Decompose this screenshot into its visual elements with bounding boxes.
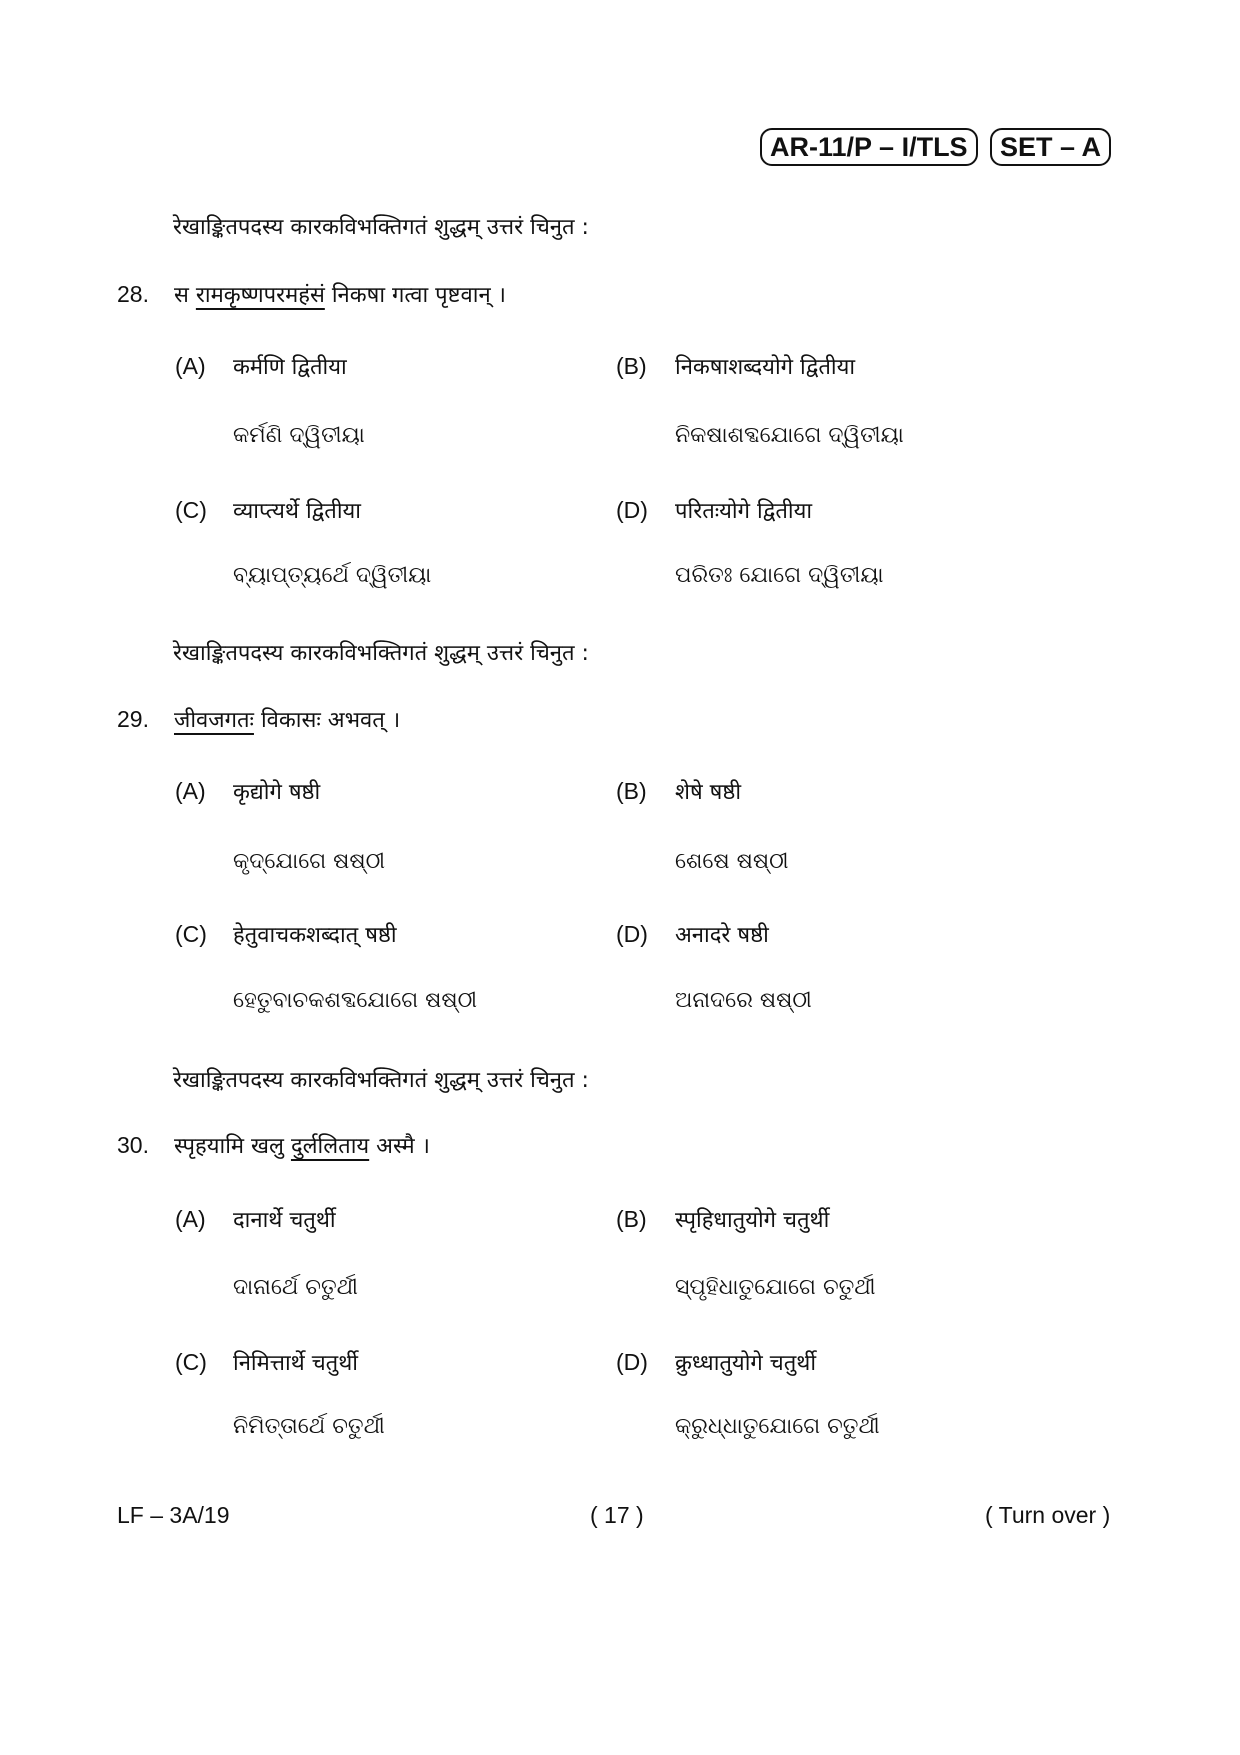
option-label: (C) xyxy=(175,921,207,947)
option-sanskrit: अनादरे षष्ठी xyxy=(675,923,769,948)
option-label: (A) xyxy=(175,353,206,379)
instruction: रेखाङ्कितपदस्य कारकविभक्तिगतं शुद्धम् उत्तरं चिनुत : xyxy=(173,215,589,240)
option-label: (D) xyxy=(616,1349,648,1375)
option-sanskrit: स्पृहिधातुयोगे चतुर्थी xyxy=(675,1208,830,1233)
turn-over-note: ( Turn over ) xyxy=(985,1502,1111,1528)
option-sanskrit: निमित्तार्थे चतुर्थी xyxy=(233,1351,358,1376)
question-text xyxy=(174,704,400,734)
instruction: रेखाङ्कितपदस्य कारकविभक्तिगतं शुद्धम् उत्तरं चिनुत : xyxy=(173,641,589,666)
paper-code-box xyxy=(760,128,978,166)
underlined-word: जीवजगतः xyxy=(174,708,254,733)
paper-code: AR-11/P – I/TLS xyxy=(770,132,968,162)
question-text xyxy=(174,279,506,309)
question-text-part: स्पृहयामि खलु xyxy=(174,1134,291,1159)
option-sanskrit: निकषाशब्दयोगे द्वितीया xyxy=(675,355,856,380)
option-label: (C) xyxy=(175,1349,207,1375)
option-sanskrit: दानार्थे चतुर्थी xyxy=(233,1208,336,1233)
option-oriya: ଅନାଦରେ ଷଷ୍ଠୀ xyxy=(675,988,812,1013)
question-text-part: स xyxy=(174,283,196,308)
option-label: (C) xyxy=(175,497,207,523)
option-label: (A) xyxy=(175,1206,206,1232)
option-sanskrit: परितःयोगे द्वितीया xyxy=(675,499,813,524)
option-oriya: ନିକଷାଶବ୍ଦଯୋଗେ ଦ୍ୱିତୀୟା xyxy=(675,423,904,448)
option-oriya: ଦାନାର୍ଥେ ଚତୁର୍ଥୀ xyxy=(233,1275,358,1300)
option-oriya: କୃଦ୍‌ଯୋଗେ ଷଷ୍ଠୀ xyxy=(233,849,386,874)
option-oriya: ବ୍ୟାପ୍ତ୍ୟର୍ଥେ ଦ୍ୱିତୀୟା xyxy=(233,563,432,588)
question-number: 29. xyxy=(117,706,149,732)
option-sanskrit: शेषे षष्ठी xyxy=(675,780,742,805)
option-oriya: ସ୍ପୃହିଧାତୁଯୋଗେ ଚତୁର୍ଥୀ xyxy=(675,1275,876,1300)
underlined-word: दुर्ललिताय xyxy=(290,1134,370,1159)
option-sanskrit: क्रुध्धातुयोगे चतुर्थी xyxy=(675,1351,817,1376)
question-number: 28. xyxy=(117,281,149,307)
option-oriya: କ୍ରୁଧ୍‌ଧାତୁଯୋଗେ ଚତୁର୍ଥୀ xyxy=(675,1414,880,1439)
option-sanskrit: व्याप्त्यर्थे द्वितीया xyxy=(233,499,361,524)
option-label: (B) xyxy=(616,353,647,379)
option-sanskrit: हेतुवाचकशब्दात् षष्ठी xyxy=(233,923,397,948)
option-sanskrit: कर्मणि द्वितीया xyxy=(233,355,347,380)
instruction: रेखाङ्कितपदस्य कारकविभक्तिगतं शुद्धम् उत्तरं चिनुत : xyxy=(173,1068,589,1093)
question-text-part: निकषा गत्वा पृष्टवान् । xyxy=(324,283,506,308)
question-text-part: विकासः अभवत् । xyxy=(253,708,401,733)
underlined-word: रामकृष्णपरमहंसं xyxy=(195,283,325,308)
option-oriya: ଶେଷେ ଷଷ୍ଠୀ xyxy=(675,849,789,874)
option-sanskrit: कृद्योगे षष्ठी xyxy=(233,780,321,805)
page-number: ( 17 ) xyxy=(590,1502,644,1528)
option-label: (D) xyxy=(616,497,648,523)
question-text xyxy=(174,1130,430,1160)
set-box xyxy=(990,128,1111,166)
option-oriya: ହେତୁବାଚକଶବ୍ଦଯୋଗେ ଷଷ୍ଠୀ xyxy=(233,988,478,1013)
footer-code: LF – 3A/19 xyxy=(117,1502,230,1528)
option-label: (D) xyxy=(616,921,648,947)
option-oriya: ନିମିତ୍ତାର୍ଥେ ଚତୁର୍ଥୀ xyxy=(233,1414,385,1439)
question-number: 30. xyxy=(117,1132,149,1158)
question-text-part: अस्मै । xyxy=(369,1134,431,1159)
option-label: (A) xyxy=(175,778,206,804)
option-label: (B) xyxy=(616,1206,647,1232)
option-oriya: ପରିତଃ ଯୋଗେ ଦ୍ୱିତୀୟା xyxy=(675,563,884,588)
option-label: (B) xyxy=(616,778,647,804)
set-label: SET – A xyxy=(1000,132,1102,162)
option-oriya: କର୍ମଣି ଦ୍ୱିତୀୟା xyxy=(233,423,365,448)
